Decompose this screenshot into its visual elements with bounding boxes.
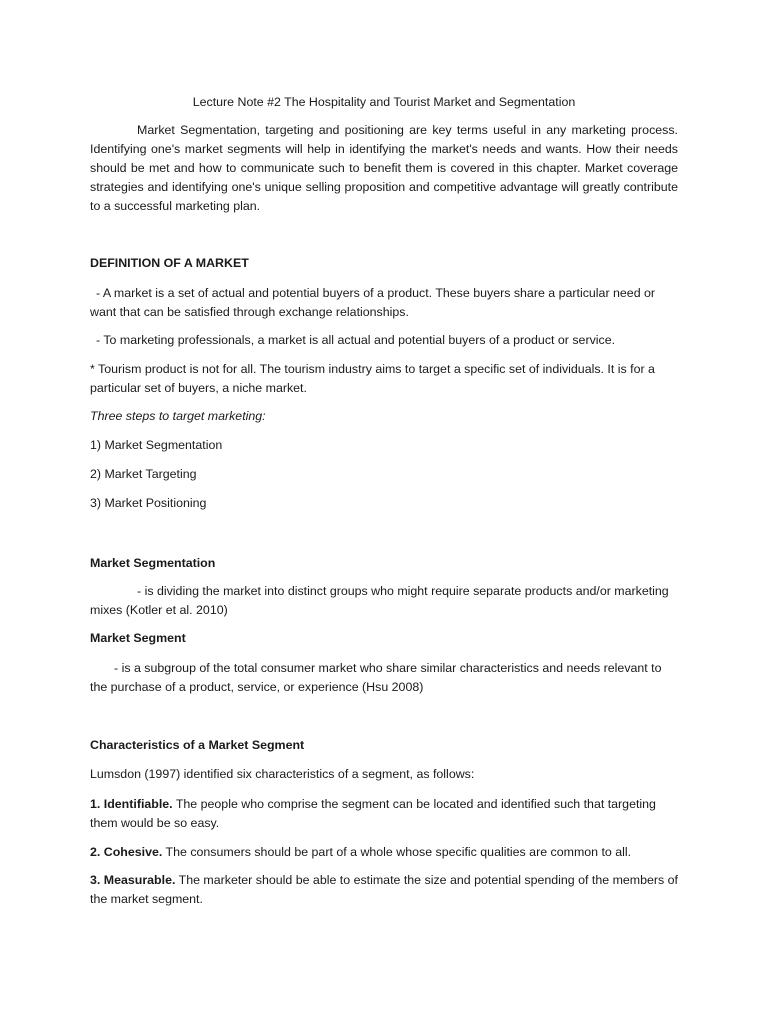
characteristic-text: The people who comprise the segment can be located and identified such that targeting them would be so easy.	[90, 797, 656, 830]
characteristic-term: 3. Measurable.	[90, 873, 176, 887]
characteristic-item-2	[90, 843, 678, 862]
steps-intro: Three steps to target marketing:	[90, 409, 266, 423]
page-title: Lecture Note #2 The Hospitality and Tourist Market and Segmentation	[192, 95, 576, 109]
characteristics-heading: Characteristics of a Market Segment	[90, 738, 305, 752]
intro-paragraph: Market Segmentation, targeting and positioning are key terms useful in any marketing process. Identifying one's market segments will help in identifying the market's needs and wants. How their needs should be met and how to communicate such to benefit them is covered in this chapter. Market coverage strategies and identifying one's unique selling proposition and competitive advantage will greatly contribute to a successful marketing plan.	[90, 123, 678, 213]
characteristics-intro: Lumsdon (1997) identified six characteristics of a segment, as follows:	[90, 767, 475, 781]
step-item-2: 2) Market Targeting	[90, 467, 197, 481]
segment-heading: Market Segment	[90, 631, 186, 645]
definition-paragraph-2: - To marketing professionals, a market is all actual and potential buyers of a product or service.	[96, 333, 616, 347]
segment-definition: - is a subgroup of the total consumer market who share similar characteristics and needs relevant to the purchase of a product, service, or experience (Hsu 2008)	[90, 661, 662, 694]
characteristic-text: The marketer should be able to estimate the size and potential spending of the members of the market segment.	[90, 873, 678, 906]
segmentation-definition: - is dividing the market into distinct groups who might require separate products and/or marketing mixes (Kotler et al. 2010)	[90, 584, 669, 617]
characteristic-term: 1. Identifiable.	[90, 797, 173, 811]
characteristic-item-1	[90, 795, 678, 833]
step-item-3: 3) Market Positioning	[90, 496, 207, 510]
definition-paragraph-3: * Tourism product is not for all. The tourism industry aims to target a specific set of individuals. It is for a particular set of buyers, a niche market.	[90, 362, 655, 395]
characteristic-text: The consumers should be part of a whole whose specific qualities are common to all.	[162, 845, 632, 859]
segmentation-heading: Market Segmentation	[90, 556, 216, 570]
characteristic-item-3	[90, 871, 678, 909]
characteristic-term: 2. Cohesive.	[90, 845, 163, 859]
definition-paragraph-1: - A market is a set of actual and potential buyers of a product. These buyers share a particular need or want that can be satisfied through exchange relationships.	[90, 286, 656, 319]
definition-heading: DEFINITION OF A MARKET	[90, 256, 249, 270]
step-item-1: 1) Market Segmentation	[90, 438, 223, 452]
